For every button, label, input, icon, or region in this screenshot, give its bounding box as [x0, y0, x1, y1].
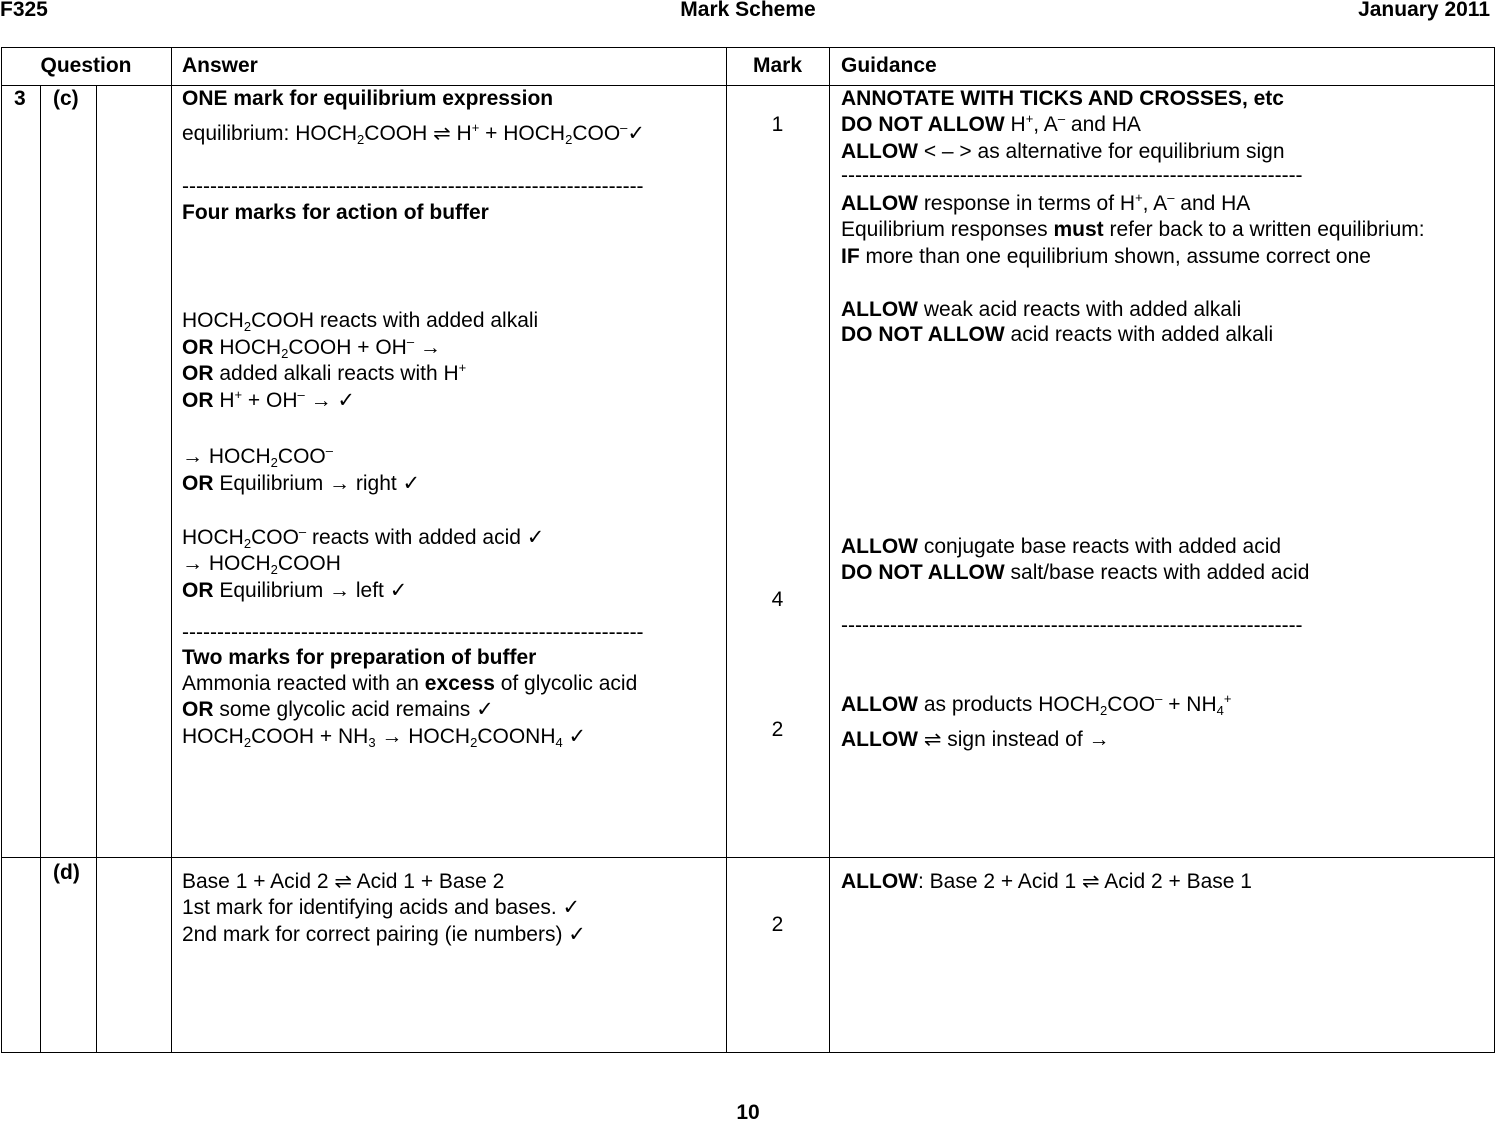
answer-line: Base 1 + Acid 2 ⇌ Acid 1 + Base 2 — [182, 870, 505, 893]
answer-divider: ------------------------------------------------------------------ — [182, 175, 644, 198]
question-number: 3 — [14, 87, 26, 110]
page-number: 10 — [736, 1101, 760, 1124]
guidance-line: Equilibrium responses must refer back to a written equilibrium: — [841, 218, 1425, 241]
mark-value: 2 — [771, 913, 784, 936]
answer-line: $HOCH_2COOH + NH_3$ → $HOCH_2COONH_4$ ✓ — [182, 725, 587, 750]
answer-line: OR Equilibrium → right ✓ — [182, 472, 421, 495]
guidance-line: ALLOW < – > as alternative for equilibrium sign — [841, 140, 1285, 163]
answer-line: 2nd mark for correct pairing (ie numbers) ✓ — [182, 923, 586, 946]
answer-line: → $HOCH_2COOH$ — [182, 552, 341, 577]
guidance-line: ALLOW as products $HOCH_2COO^- + NH_4^+$ — [841, 691, 1232, 718]
guidance-line: ALLOW weak acid reacts with added alkali — [841, 298, 1242, 321]
answer-line: OR H+ + OH– → ✓ — [182, 387, 356, 412]
document-code: F325 — [0, 0, 48, 21]
column-header-guidance: Guidance — [841, 54, 937, 77]
guidance-line: DO NOT ALLOW salt/base reacts with added acid — [841, 561, 1310, 584]
guidance-divider: ------------------------------------------------------------------ — [841, 614, 1303, 637]
answer-line: equilibrium: $HOCH_2COOH$ ⇌ $H^+ + HOCH_2COO^-✓$ — [182, 120, 645, 147]
column-header-answer: Answer — [182, 54, 258, 77]
guidance-line: ALLOW ⇌ sign instead of → — [841, 728, 1110, 751]
answer-line: $HOCH_2COOH$ reacts with added alkali — [182, 309, 539, 334]
answer-line: 1st mark for identifying acids and bases. ✓ — [182, 896, 581, 919]
answer-divider: ------------------------------------------------------------------ — [182, 621, 644, 644]
answer-line: OR added alkali reacts with H+ — [182, 360, 467, 385]
answer-line: Two marks for preparation of buffer — [182, 646, 537, 669]
answer-line: $HOCH_2COO^-$ reacts with added acid ✓ — [182, 524, 545, 551]
question-part: (c) — [53, 87, 79, 110]
answer-line: → $HOCH_2COO^-$ — [182, 443, 333, 470]
mark-value: 2 — [771, 718, 784, 741]
question-part: (d) — [53, 861, 80, 884]
guidance-line: ANNOTATE WITH TICKS AND CROSSES, etc — [841, 87, 1284, 110]
guidance-line: ALLOW: Base 2 + Acid 1 ⇌ Acid 2 + Base 1 — [841, 870, 1252, 893]
answer-line: Four marks for action of buffer — [182, 201, 489, 224]
mark-value: 1 — [771, 113, 784, 136]
answer-line: OR Equilibrium → left ✓ — [182, 579, 408, 602]
answer-line: ONE mark for equilibrium expression — [182, 87, 554, 110]
guidance-line: IF more than one equilibrium shown, assume correct one — [841, 245, 1371, 268]
column-header-mark: Mark — [752, 54, 803, 77]
document-date: January 2011 — [1358, 0, 1490, 21]
guidance-line: DO NOT ALLOW H+, A– and HA — [841, 111, 1141, 136]
answer-line: OR some glycolic acid remains ✓ — [182, 698, 494, 721]
answer-line: Ammonia reacted with an excess of glycolic acid — [182, 672, 638, 695]
document-title: Mark Scheme — [680, 0, 816, 21]
guidance-line: ALLOW conjugate base reacts with added acid — [841, 535, 1282, 558]
answer-line: OR $HOCH_2COOH + OH^-$ → — [182, 334, 441, 361]
guidance-divider: ------------------------------------------------------------------ — [841, 164, 1303, 187]
column-header-question: Question — [40, 54, 132, 77]
mark-value: 4 — [771, 588, 784, 611]
guidance-line: DO NOT ALLOW acid reacts with added alkali — [841, 323, 1274, 346]
guidance-line: ALLOW response in terms of H+, A– and HA — [841, 190, 1251, 215]
tick-icon: ✓ — [627, 122, 645, 145]
